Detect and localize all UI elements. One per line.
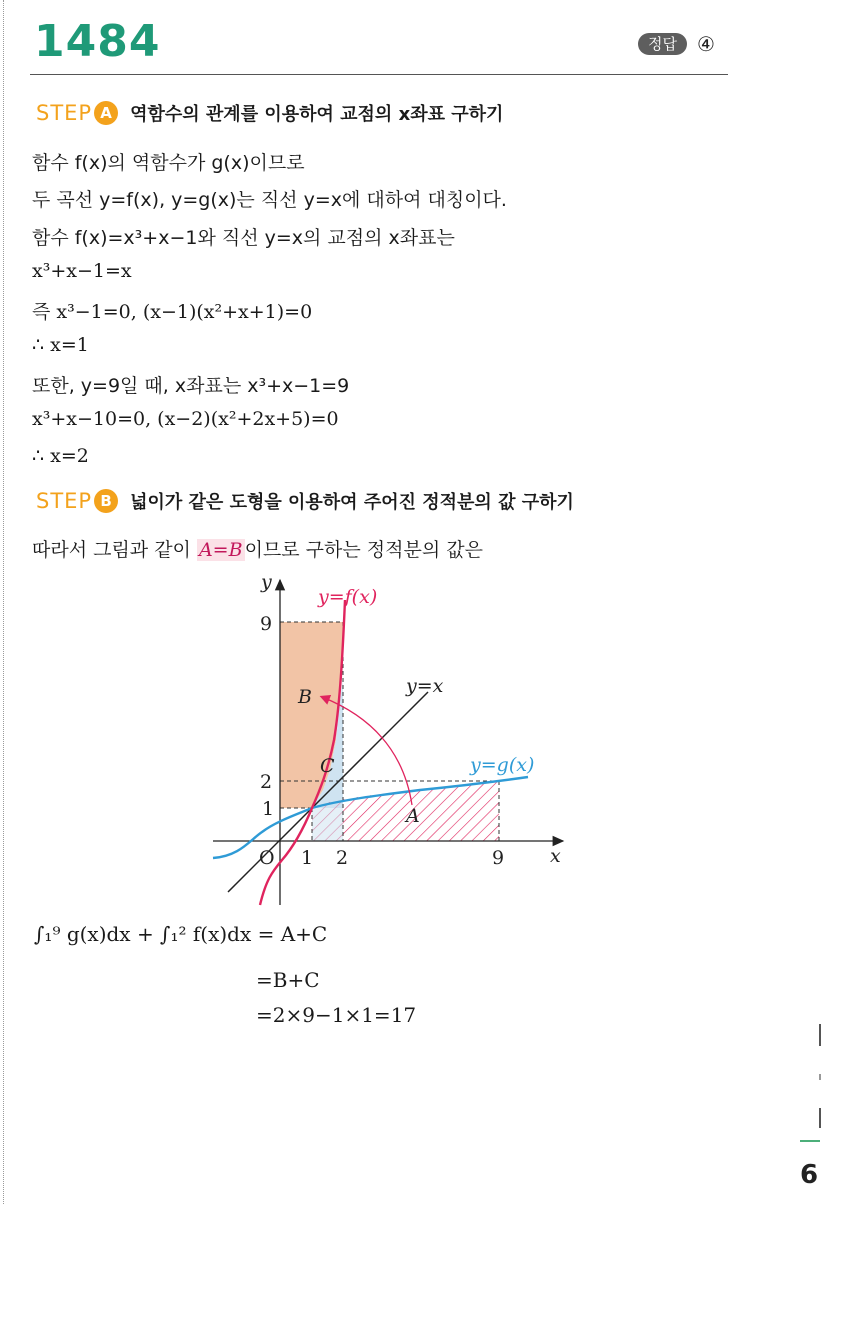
step-a-line-7: 또한, y=9일 때, x좌표는 x³+x−1=9: [32, 375, 350, 397]
step-a-word: STEP: [36, 101, 93, 125]
x-tick-1: 1: [301, 847, 314, 869]
x-tick-2: 2: [336, 847, 349, 869]
x-axis-label: x: [550, 845, 561, 867]
region-b-label: B: [298, 686, 312, 708]
step-a-line-3: 함수 f(x)=x³+x−1와 직선 y=x의 교점의 x좌표는: [32, 227, 455, 249]
origin-label: O: [259, 847, 275, 869]
label-yx: y=x: [406, 675, 444, 697]
step-a-line-4: x³+x−1=x: [32, 260, 132, 282]
y-axis-label: y: [261, 571, 272, 593]
step-b-letter: B: [94, 489, 118, 513]
answer-value: ④: [696, 32, 715, 56]
step-a-letter: A: [94, 101, 118, 125]
label-g: y=g(x): [470, 754, 535, 776]
y-tick-2: 2: [260, 771, 273, 793]
y-tick-9: 9: [260, 613, 273, 635]
step-a-line-1: 함수 f(x)의 역함수가 g(x)이므로: [32, 152, 305, 174]
margin-page-number: 6: [800, 1160, 819, 1190]
step-a-line-6: ∴ x=1: [32, 334, 89, 356]
x-tick-9: 9: [492, 847, 505, 869]
step-b-intro-highlight: A=B: [198, 539, 243, 561]
step-b-intro-before: 따라서 그림과 같이: [32, 539, 197, 561]
margin-green-rule: [800, 1140, 820, 1142]
problem-number: 1484: [34, 16, 161, 67]
region-a-label: A: [406, 805, 420, 827]
step-b-word: STEP: [36, 489, 93, 513]
result-line-3: =2×9−1×1=17: [256, 1003, 417, 1027]
result-line-2: =B+C: [256, 968, 320, 992]
step-a-line-5: 즉 x³−1=0, (x−1)(x²+x+1)=0: [32, 301, 313, 323]
margin-marks: [814, 1010, 844, 1220]
region-c-label: C: [320, 755, 335, 777]
step-b-intro-after: 이므로 구하는 정적분의 값은: [244, 539, 483, 561]
step-a-line-2: 두 곡선 y=f(x), y=g(x)는 직선 y=x에 대하여 대칭이다.: [32, 189, 507, 211]
label-f: y=f(x): [318, 586, 378, 608]
step-a-title: 역함수의 관계를 이용하여 교점의 x좌표 구하기: [130, 104, 504, 125]
step-a-line-9: ∴ x=2: [32, 445, 89, 467]
step-a-line-8: x³+x−10=0, (x−2)(x²+2x+5)=0: [32, 408, 339, 430]
y-tick-1: 1: [262, 798, 275, 820]
result-line-1: ∫₁⁹ g(x)dx + ∫₁² f(x)dx = A+C: [34, 922, 328, 946]
answer-badge: 정답: [638, 33, 687, 55]
step-b-title: 넓이가 같은 도형을 이용하여 주어진 정적분의 값 구하기: [130, 492, 574, 513]
